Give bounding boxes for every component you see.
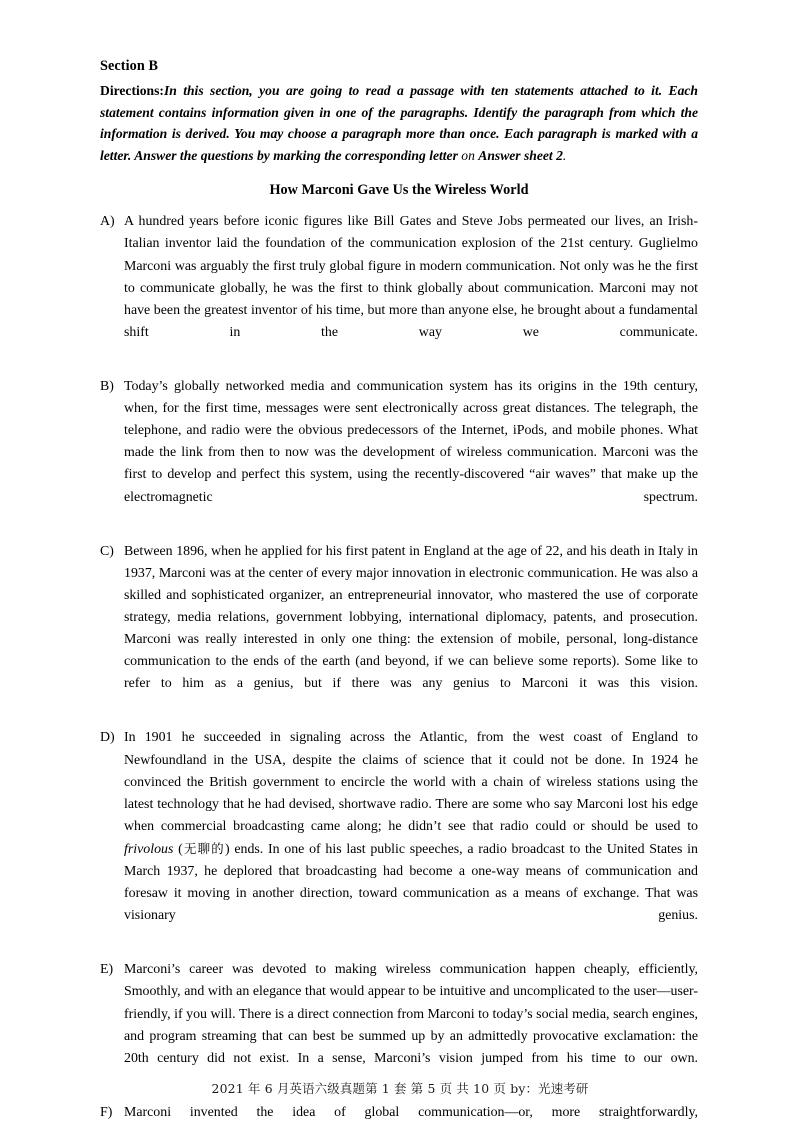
page-footer: 2021 年 6 月英语六级真题第 1 套 第 5 页 共 10 页 by：光速考研: [211, 1081, 589, 1096]
page-content: [100, 56, 698, 1146]
directions-period: .: [562, 147, 567, 163]
directions-on-word: on: [457, 147, 479, 163]
section-heading: Section B: [100, 58, 159, 74]
passage-paragraph-b: [100, 376, 698, 531]
paragraph-marker-f: F): [100, 1104, 113, 1120]
italic-term-frivolous: frivolous: [124, 841, 174, 857]
gloss-open-paren: (: [173, 841, 183, 857]
paragraph-text-f: Marconi invented the idea of global communication—or, more straightforwardly,: [124, 1104, 698, 1120]
paragraph-marker-d: D): [100, 730, 115, 746]
paragraph-text-a: A hundred years before iconic figures like Bill Gates and Steve Jobs permeated our lives, an Irish-Italian inventor laid the foundation of the communication explosion of the 21st century. Guglielmo Marconi was arguably the first truly global figure in modern communication. Not only was he the first to communicate globally, he was the first to think globally about communication. Marconi may not have been the greatest inventor of his time, but more than anyone else, he brought about a fundamental shift in the way we communicate.: [124, 214, 698, 340]
paragraph-marker-c: C): [100, 543, 114, 559]
gloss-close-paren: ): [224, 841, 235, 857]
directions-paragraph: [100, 80, 698, 166]
paragraph-marker-a: A): [100, 214, 115, 230]
paragraph-marker-e: E): [100, 962, 114, 978]
passage-paragraph-f: [100, 1102, 698, 1146]
paragraph-marker-b: B): [100, 379, 114, 395]
passage-paragraph-c: [100, 541, 698, 718]
paragraph-text-e: Marconi’s career was devoted to making wireless communication happen cheaply, efficiently, Smoothly, and with an elegance that would appear to be intuitive and uncomplicated to the user—user-friendly, if you will. There is a direct connection from Marconi to today’s social media, search engines, and program streaming that can best be summed up by an admittedly provocative exclamation: the 20th century did not exist. In a sense, Marconi’s vision jumped from his time to our own.: [124, 962, 698, 1066]
paragraph-text-b: Today’s globally networked media and communication system has its origins in the 19th century, when, for the first time, messages were sent electronically across great distances. The telegraph, the telephone, and radio were the obvious predecessors of the Internet, iPods, and mobile phones. What made the link from then to now was the development of wireless communication. Marconi was the first to develop and perfect this system, using the recently-discovered “air waves” that make up the electromagnetic spectrum.: [124, 379, 698, 505]
passage-paragraph-d: [100, 727, 698, 949]
paragraph-text-c: Between 1896, when he applied for his first patent in England at the age of 22, and his death in Italy in 1937, Marconi was at the center of every major innovation in electronic communication. He was also a skilled and sophisticated organizer, an entrepreneurial innovator, who mastered the use of corporate strategy, media relations, government lobbying, international diplomacy, patents, and prosecution. Marconi was really interested in only one thing: the extension of mobile, personal, long-distance communication to the ends of the earth (and beyond, if we can believe some reports). Some like to refer to him as a genius, but if there was any genius to Marconi it was this vision.: [124, 543, 698, 692]
paragraph-d-text-before-gloss: In 1901 he succeeded in signaling across the Atlantic, from the west coast of England to Newfoundland in the USA, despite the claims of science that it could not be done. In 1924 he convinced the British government to encircle the world with a chain of wireless stations using the latest technology that he had devised, shortwave radio. There are some who say Marconi lost his edge when commercial broadcasting came along; he didn’t see that radio could or should be used to: [124, 730, 698, 834]
passage-paragraph-e: [100, 959, 698, 1092]
answer-sheet-reference: Answer sheet 2: [478, 147, 563, 163]
paragraph-text-d: [124, 727, 698, 949]
directions-label: Directions:: [100, 83, 164, 98]
passage-title: How Marconi Gave Us the Wireless World: [269, 182, 529, 199]
paragraph-d-text-after-gloss: ends. In one of his last public speeches, a radio broadcast to the United States in March 1937, he deplored that broadcasting had become a one-way means of communication and foresaw it moving in another direction, toward communication as a means of exchange. That was visionary genius.: [124, 841, 698, 924]
chinese-gloss: 无聊的: [182, 840, 225, 856]
directions-body: In this section, you are going to read a passage with ten statements attached to it. Each statement contains information given in one of the paragraphs. Identify the paragraph from which the information is derived. You may choose a paragraph more than once. Each paragraph is marked with a letter. Answer the questions by marking the corresponding letter: [100, 83, 698, 163]
passage-paragraph-a: [100, 211, 698, 366]
